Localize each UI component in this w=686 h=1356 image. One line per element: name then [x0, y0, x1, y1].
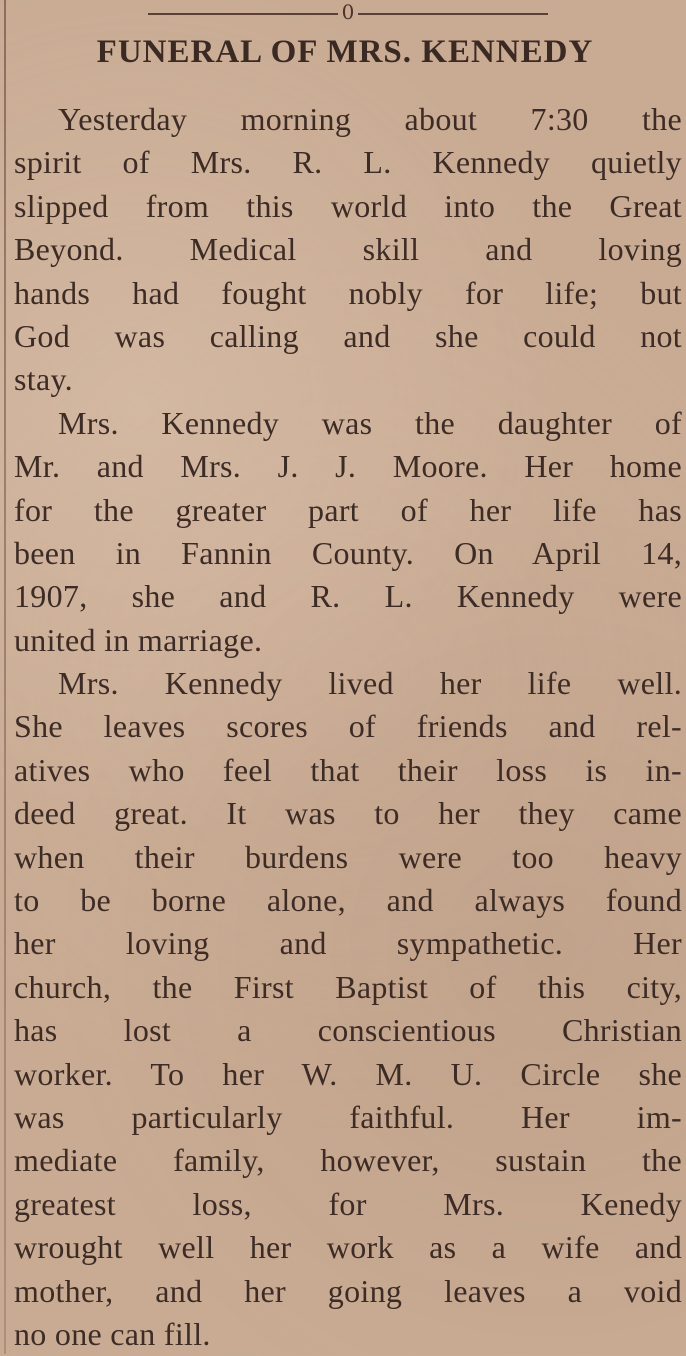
- article-line: worker. To her W. M. U. Circle she: [14, 1055, 682, 1092]
- article-line: mediate family, however, sustain the: [14, 1142, 682, 1179]
- article-line: church, the First Baptist of this city,: [14, 968, 682, 1005]
- article-line: Mrs. Kennedy lived her life well.: [58, 665, 682, 702]
- article-line: for the greater part of her life has: [14, 491, 682, 528]
- column-rule: [4, 0, 6, 1354]
- article-headline: FUNERAL OF MRS. KENNEDY: [96, 34, 594, 70]
- article-line: deed great. It was to her they came: [14, 795, 682, 832]
- article-line: Mr. and Mrs. J. J. Moore. Her home: [14, 448, 682, 485]
- article-line: slipped from this world into the Great: [14, 187, 682, 224]
- article-line: has lost a conscientious Christian: [14, 1012, 682, 1049]
- article-line: Beyond. Medical skill and loving: [14, 231, 682, 268]
- article-line: wrought well her work as a wife and: [14, 1229, 682, 1266]
- article-line: was particularly faithful. Her im-: [14, 1098, 682, 1135]
- ornament-line-left: [148, 13, 338, 15]
- article-body: [14, 98, 682, 1356]
- article-line: her loving and sympathetic. Her: [14, 925, 682, 962]
- ornament-line-right: [358, 13, 548, 15]
- article-line: when their burdens were too heavy: [14, 838, 682, 875]
- article-line: to be borne alone, and always found: [14, 882, 682, 919]
- ornament-mark: 0: [341, 0, 355, 24]
- article-line: atives who feel that their loss is in-: [14, 751, 682, 788]
- article-line: stay.: [14, 361, 73, 398]
- article-line: Yesterday morning about 7:30 the: [58, 101, 682, 137]
- article-line: united in marriage.: [14, 621, 263, 658]
- top-ornament-rule: [148, 0, 548, 24]
- article-line: She leaves scores of friends and rel-: [14, 708, 682, 745]
- article-line: no one can fill.: [14, 1315, 211, 1352]
- article-line: Mrs. Kennedy was the daughter of: [58, 404, 682, 441]
- article-line: hands had fought nobly for life; but: [14, 274, 682, 311]
- article-line: 1907, she and R. L. Kennedy were: [14, 578, 682, 615]
- article-line: spirit of Mrs. R. L. Kennedy quietly: [14, 144, 682, 181]
- article-line: mother, and her going leaves a void: [14, 1272, 682, 1309]
- article-line: been in Fannin County. On April 14,: [14, 534, 682, 571]
- article-line: greatest loss, for Mrs. Kenedy: [14, 1185, 682, 1222]
- article-line: God was calling and she could not: [14, 317, 682, 354]
